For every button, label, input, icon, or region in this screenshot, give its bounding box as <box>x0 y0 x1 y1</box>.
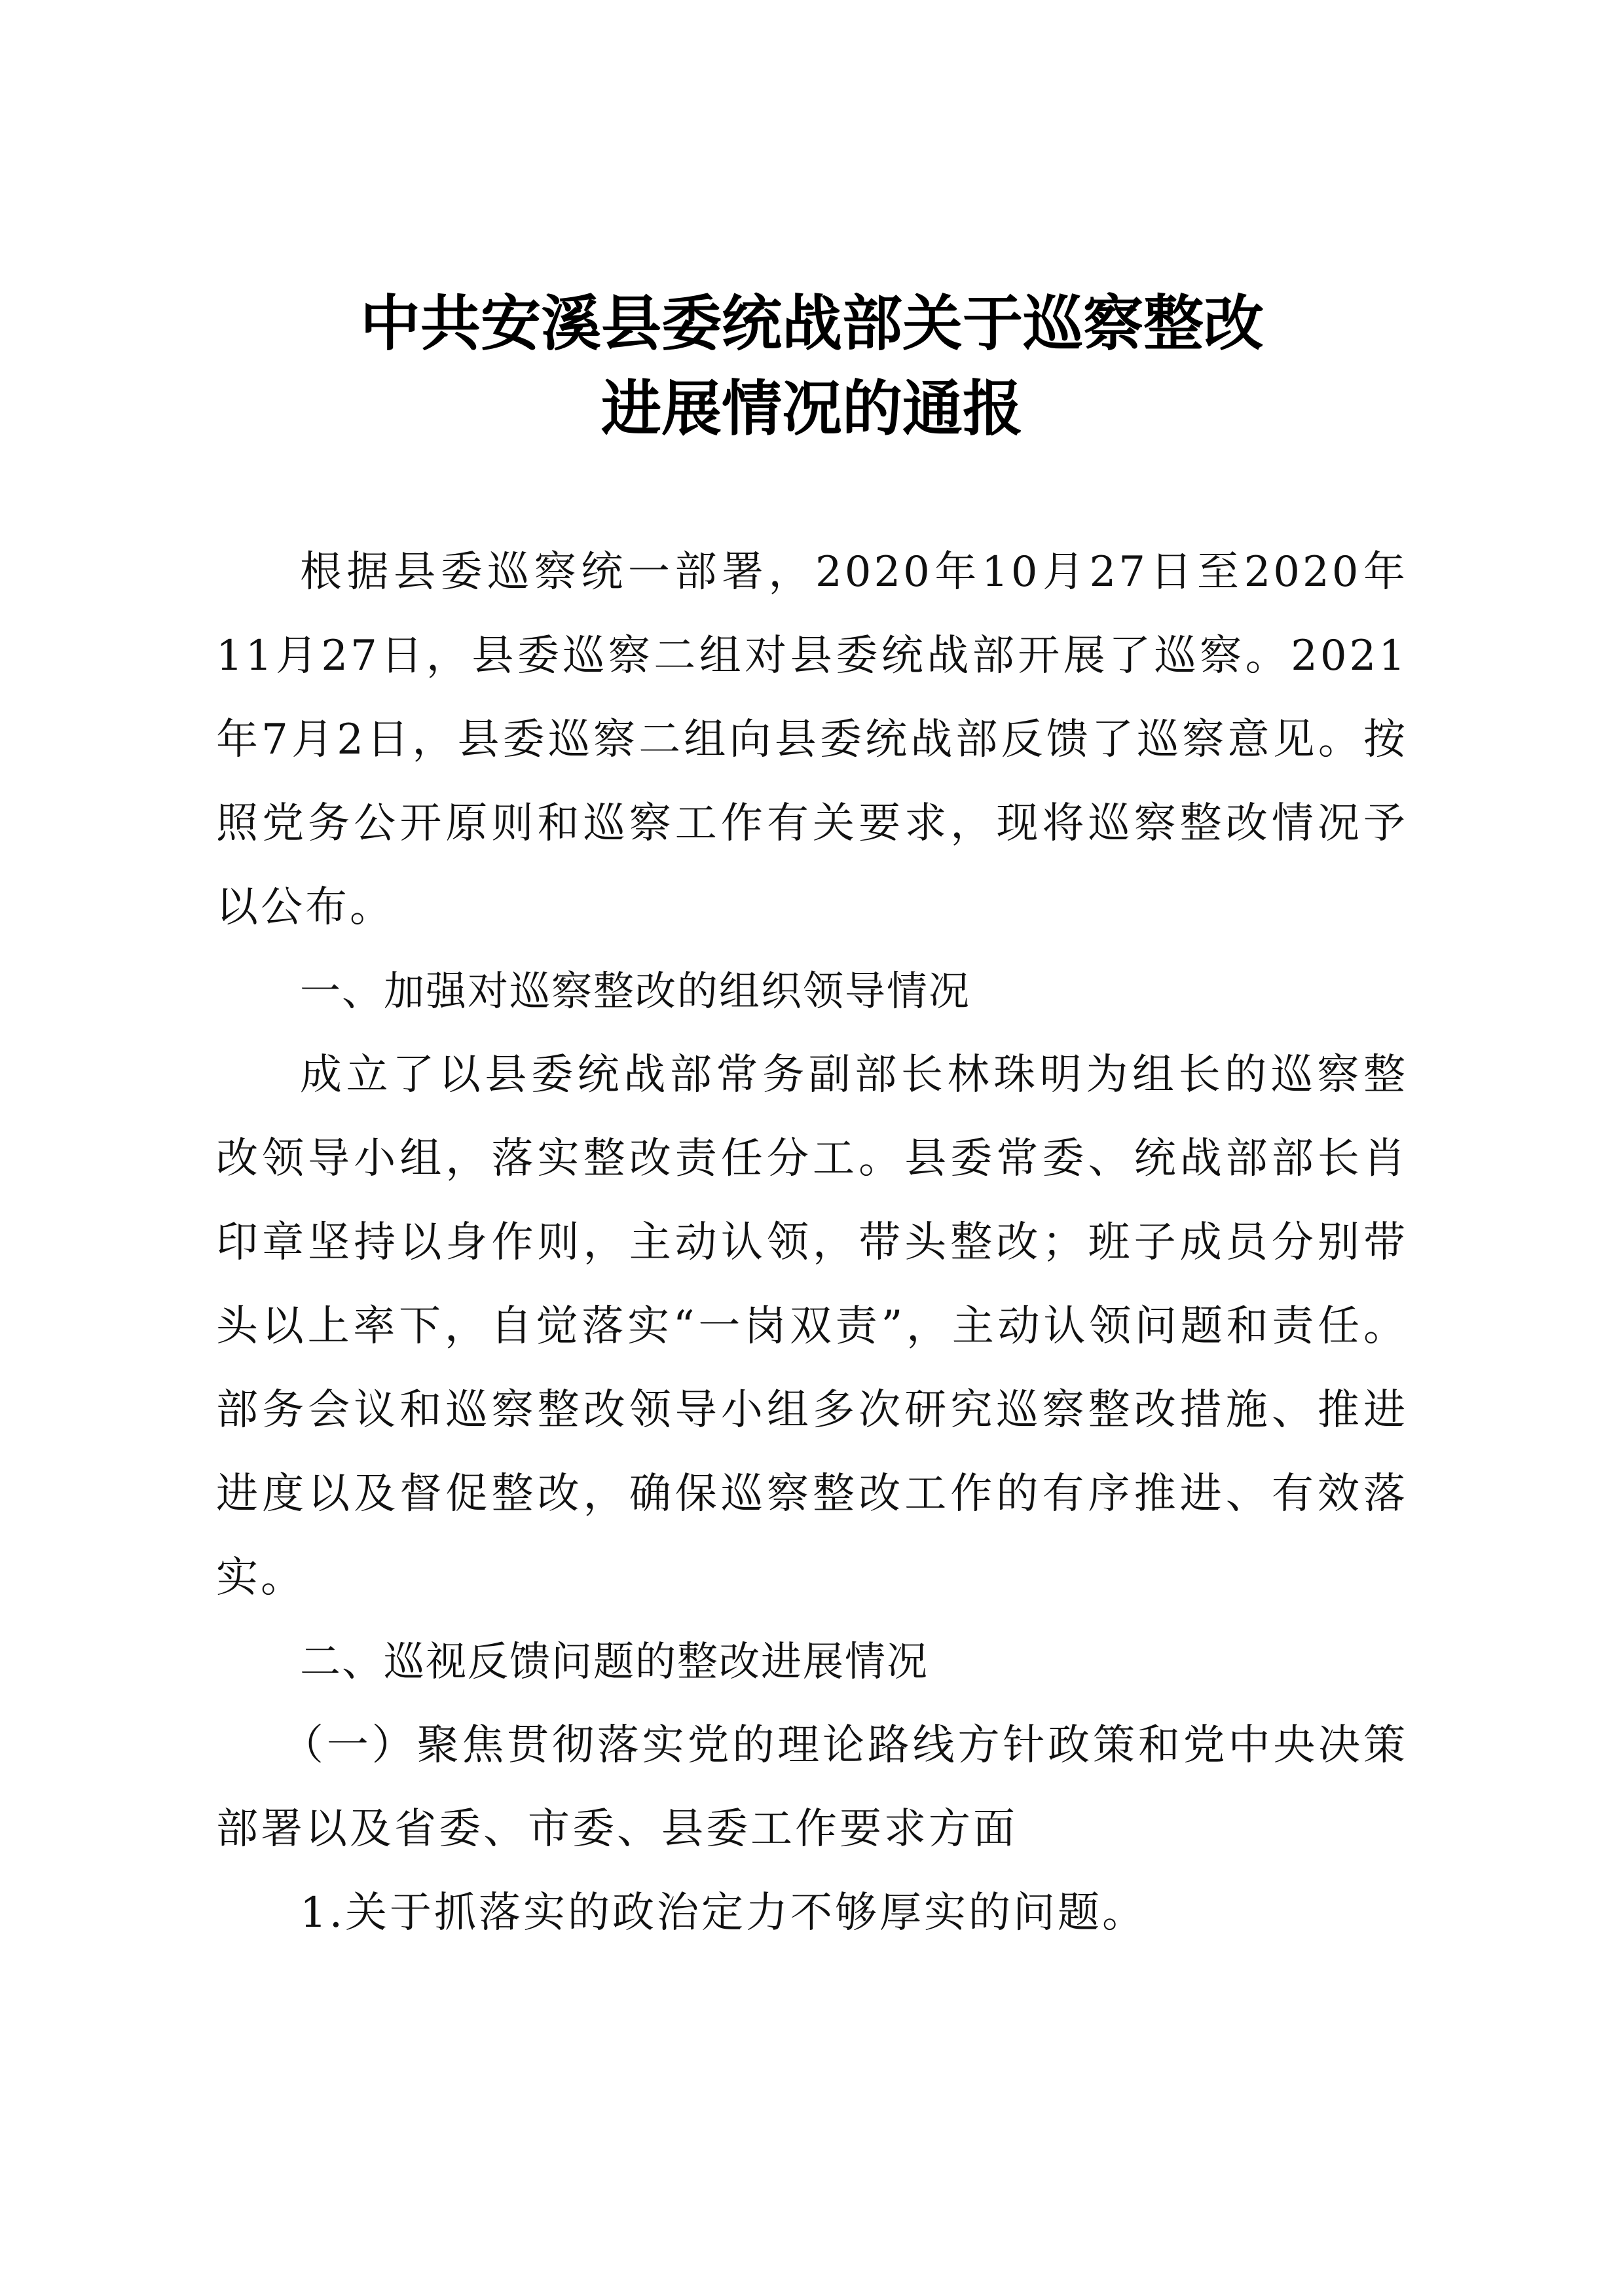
section-1-paragraph: 成立了以县委统战部常务副部长林珠明为组长的巡察整改领导小组，落实整改责任分工。县委常委、统战部部长肖印章坚持以身作则，主动认领，带头整改；班子成员分别带头以上率下，自觉落实“一岗双责”，主动认领问题和责任。部务会议和巡察整改领导小组多次研究巡察整改措施、推进进度以及督促整改，确保巡察整改工作的有序推进、有效落实。 <box>216 1051 1408 1602</box>
section-heading-2: 二、巡视反馈问题的整改进展情况 <box>300 1637 929 1685</box>
subsection-heading-1: （一）聚焦贯彻落实党的理论路线方针政策和党中央决策部署以及省委、市委、县委工作要求方面 <box>216 1721 1408 1853</box>
document-body <box>216 530 1408 1955</box>
title-line-1: 中共安溪县委统战部关于巡察整改 <box>360 289 1264 359</box>
document-title <box>0 282 1624 452</box>
title-line-2: 进展情况的通报 <box>600 374 1023 444</box>
list-item-1: 1.关于抓落实的政治定力不够厚实的问题。 <box>300 1889 1147 1937</box>
intro-paragraph: 根据县委巡察统一部署，2020年10月27日至2020年11月27日，县委巡察二组对县委统战部开展了巡察。2021年7月2日，县委巡察二组向县委统战部反馈了巡察意见。按照党务公开原则和巡察工作有关要求，现将巡察整改情况予以公布。 <box>216 548 1408 932</box>
section-heading-1: 一、加强对巡察整改的组织领导情况 <box>300 967 971 1015</box>
